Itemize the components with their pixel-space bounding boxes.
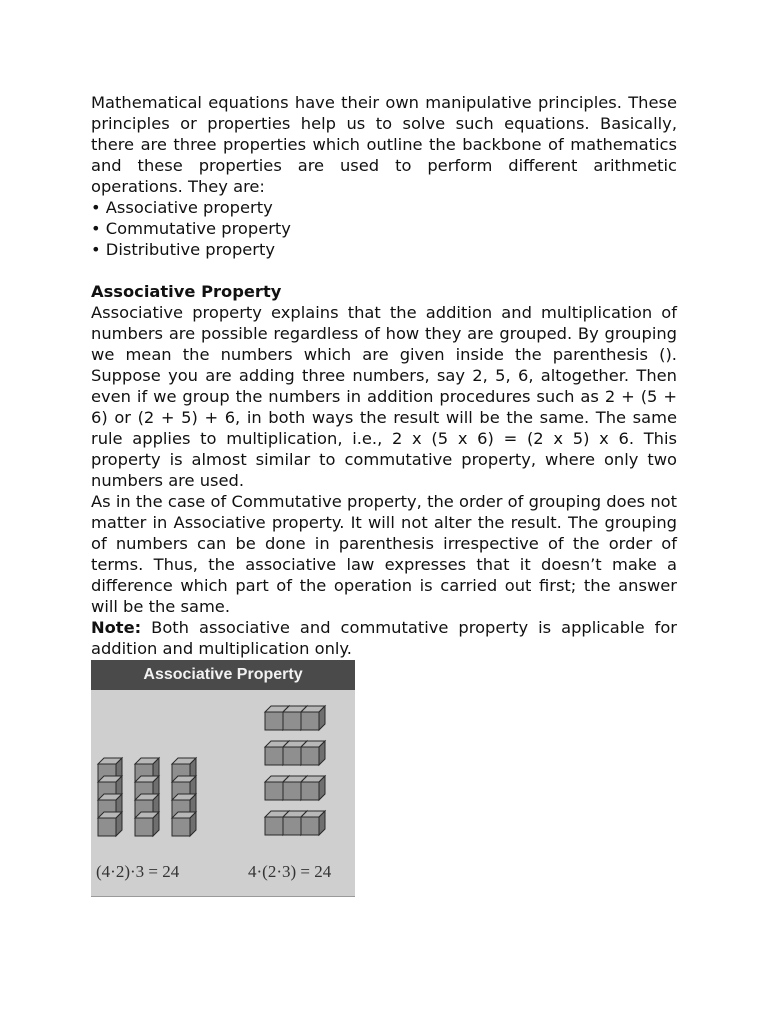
- section-heading: Associative Property: [91, 282, 282, 301]
- column-1: [98, 758, 122, 836]
- right-cube-rows: [265, 706, 325, 835]
- note-text: Both associative and commutative property is applicable for addition and multiplication only.: [91, 618, 677, 658]
- section-paragraph-1: Associative property explains that the addition and multiplication of numbers are possible regardless of how they are grouped. By grouping we mean the numbers which are given inside the parenthesis (). Suppose you are adding three numbers, say 2, 5, 6, altogether. Then even if we group the numbers in addition procedures such as 2 + (5 + 6) or (2 + 5) + 6, in both ways the result will be the same. The same rule applies to multiplication, i.e., 2 x (5 x 6) = (2 x 5) x 6. This property is almost similar to commutative property, where only two numbers are used.: [91, 303, 677, 490]
- column-3: [172, 758, 196, 836]
- column-2: [135, 758, 159, 836]
- row-2: [265, 741, 325, 765]
- cube-illustration: [91, 690, 355, 860]
- document-body: [91, 92, 677, 659]
- left-equation: (4·2)·3 = 24: [96, 862, 180, 881]
- row-3: [265, 776, 325, 800]
- note-paragraph: [91, 617, 677, 659]
- bullet-associative: • Associative property: [91, 198, 273, 217]
- row-4: [265, 811, 325, 835]
- associative-property-figure: [91, 660, 355, 897]
- bullet-commutative: • Commutative property: [91, 219, 291, 238]
- right-equation: 4·(2·3) = 24: [248, 862, 332, 881]
- row-1: [265, 706, 325, 730]
- section-paragraph-2: As in the case of Commutative property, the order of grouping does not matter in Associative property. It will not alter the result. The grouping of numbers can be done in parenthesis irrespective of the order of terms. Thus, the associative law expresses that it doesn’t make a difference which part of the operation is carried out first; the answer will be the same.: [91, 492, 677, 616]
- figure-title: Associative Property: [91, 660, 355, 690]
- bullet-distributive: • Distributive property: [91, 240, 276, 259]
- left-cube-columns: [98, 758, 196, 836]
- intro-paragraph: Mathematical equations have their own manipulative principles. These principles or properties help us to solve such equations. Basically, there are three properties which outline the backbone of mathematics and these properties are used to perform different arithmetic operations. They are:: [91, 93, 677, 196]
- note-label: Note:: [91, 618, 142, 637]
